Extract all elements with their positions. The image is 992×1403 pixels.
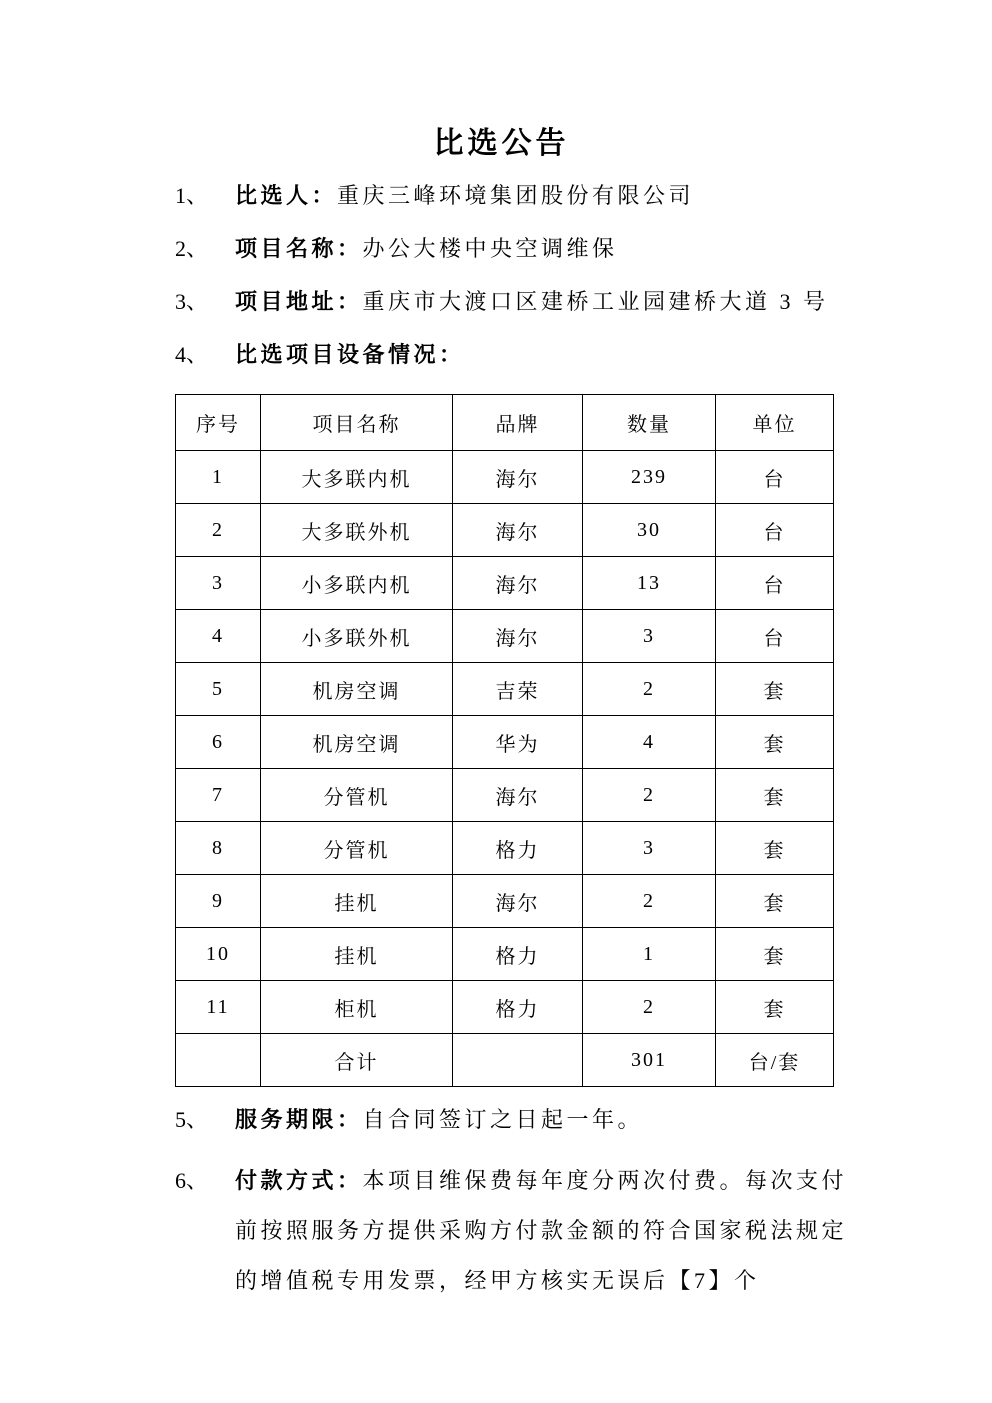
table-cell: 台 (716, 504, 834, 557)
item-body (235, 1156, 858, 1306)
table-cell: 2 (583, 663, 716, 716)
table-cell: 7 (176, 769, 261, 822)
table-total-row (176, 1034, 834, 1087)
table-cell: 格力 (453, 981, 583, 1034)
table-cell: 套 (716, 663, 834, 716)
table-cell: 2 (176, 504, 261, 557)
table-cell: 4 (583, 716, 716, 769)
table-cell: 4 (176, 610, 261, 663)
table-cell: 8 (176, 822, 261, 875)
item-label: 比选项目设备情况： (235, 342, 465, 367)
table-cell: 海尔 (453, 504, 583, 557)
list-item-2 (175, 235, 858, 263)
item-text: 本项目维保费每年度分两次付费。每次支付前按照服务方提供采购方付款金额的符合国家税法规定的增值税专用发票，经甲方核实无误后【7】个 (235, 1168, 848, 1293)
table-cell: 239 (583, 451, 716, 504)
table-cell: 海尔 (453, 451, 583, 504)
item-label: 项目名称： (235, 236, 363, 261)
table-cell: 吉荣 (453, 663, 583, 716)
item-number: 2、 (175, 236, 209, 261)
table-cell: 2 (583, 769, 716, 822)
item-body (235, 235, 858, 263)
table-cell: 华为 (453, 716, 583, 769)
item-label: 比选人： (235, 183, 338, 208)
table-cell: 海尔 (453, 769, 583, 822)
table-cell (176, 1034, 261, 1087)
page-title: 比选公告 (433, 127, 570, 160)
item-number: 5、 (175, 1107, 209, 1132)
item-number: 6、 (175, 1168, 209, 1193)
list-item-1 (175, 182, 858, 210)
item-text: 重庆市大渡口区建桥工业园建桥大道 3 号 (362, 289, 829, 314)
table-cell: 13 (583, 557, 716, 610)
table-cell: 3 (176, 557, 261, 610)
table-cell: 格力 (453, 822, 583, 875)
table-row (176, 875, 834, 928)
table-cell: 海尔 (453, 610, 583, 663)
item-body (235, 1106, 858, 1134)
table-cell: 海尔 (453, 875, 583, 928)
item-body (235, 182, 858, 210)
list-item-5 (175, 1106, 858, 1134)
table-cell: 套 (716, 981, 834, 1034)
table-cell: 台 (716, 451, 834, 504)
table-cell: 格力 (453, 928, 583, 981)
table-cell: 小多联内机 (261, 557, 453, 610)
table-cell: 挂机 (261, 875, 453, 928)
item-number: 3、 (175, 289, 209, 314)
table-cell: 5 (176, 663, 261, 716)
item-label: 项目地址： (235, 289, 363, 314)
equipment-table (175, 394, 834, 1087)
item-body (235, 288, 858, 316)
table-row (176, 981, 834, 1034)
table-cell: 套 (716, 928, 834, 981)
table-header-cell: 数量 (583, 395, 716, 451)
table-cell: 台/套 (716, 1034, 834, 1087)
table-cell: 海尔 (453, 557, 583, 610)
table-cell: 套 (716, 769, 834, 822)
table-cell: 套 (716, 716, 834, 769)
item-label: 服务期限： (235, 1107, 363, 1132)
table-cell: 套 (716, 875, 834, 928)
table-cell: 机房空调 (261, 663, 453, 716)
table-cell: 分管机 (261, 822, 453, 875)
table-cell: 301 (583, 1034, 716, 1087)
item-label: 付款方式： (235, 1168, 363, 1193)
table-cell: 6 (176, 716, 261, 769)
table-row (176, 451, 834, 504)
table-header-cell: 品牌 (453, 395, 583, 451)
table-row (176, 663, 834, 716)
table-row (176, 557, 834, 610)
item-text: 重庆三峰环境集团股份有限公司 (337, 183, 695, 208)
table-row (176, 822, 834, 875)
item-text: 自合同签订之日起一年。 (362, 1107, 644, 1132)
table-cell: 3 (583, 610, 716, 663)
table-cell: 柜机 (261, 981, 453, 1034)
table-row (176, 928, 834, 981)
table-cell: 2 (583, 981, 716, 1034)
table-cell: 台 (716, 610, 834, 663)
table-cell: 30 (583, 504, 716, 557)
table-row (176, 504, 834, 557)
table-cell: 挂机 (261, 928, 453, 981)
table-header-cell: 项目名称 (261, 395, 453, 451)
list-item-6 (175, 1156, 858, 1306)
item-number: 1、 (175, 183, 209, 208)
table-cell: 大多联外机 (261, 504, 453, 557)
table-row (176, 716, 834, 769)
table-cell: 大多联内机 (261, 451, 453, 504)
table-row (176, 610, 834, 663)
table-cell: 11 (176, 981, 261, 1034)
table-cell: 合计 (261, 1034, 453, 1087)
table-cell: 10 (176, 928, 261, 981)
table-header-cell: 序号 (176, 395, 261, 451)
table-cell: 套 (716, 822, 834, 875)
list-item-4 (175, 341, 858, 369)
table-cell: 台 (716, 557, 834, 610)
table-cell: 机房空调 (261, 716, 453, 769)
table-header-cell: 单位 (716, 395, 834, 451)
item-number: 4、 (175, 342, 209, 367)
table-header-row (176, 395, 834, 451)
table-cell: 3 (583, 822, 716, 875)
table-cell: 分管机 (261, 769, 453, 822)
table-row (176, 769, 834, 822)
table-cell: 1 (176, 451, 261, 504)
table-cell: 2 (583, 875, 716, 928)
table-cell: 1 (583, 928, 716, 981)
table-cell (453, 1034, 583, 1087)
table-cell: 9 (176, 875, 261, 928)
table-cell: 小多联外机 (261, 610, 453, 663)
item-text: 办公大楼中央空调维保 (362, 236, 618, 261)
list-item-3 (175, 288, 858, 316)
item-body (235, 341, 858, 369)
